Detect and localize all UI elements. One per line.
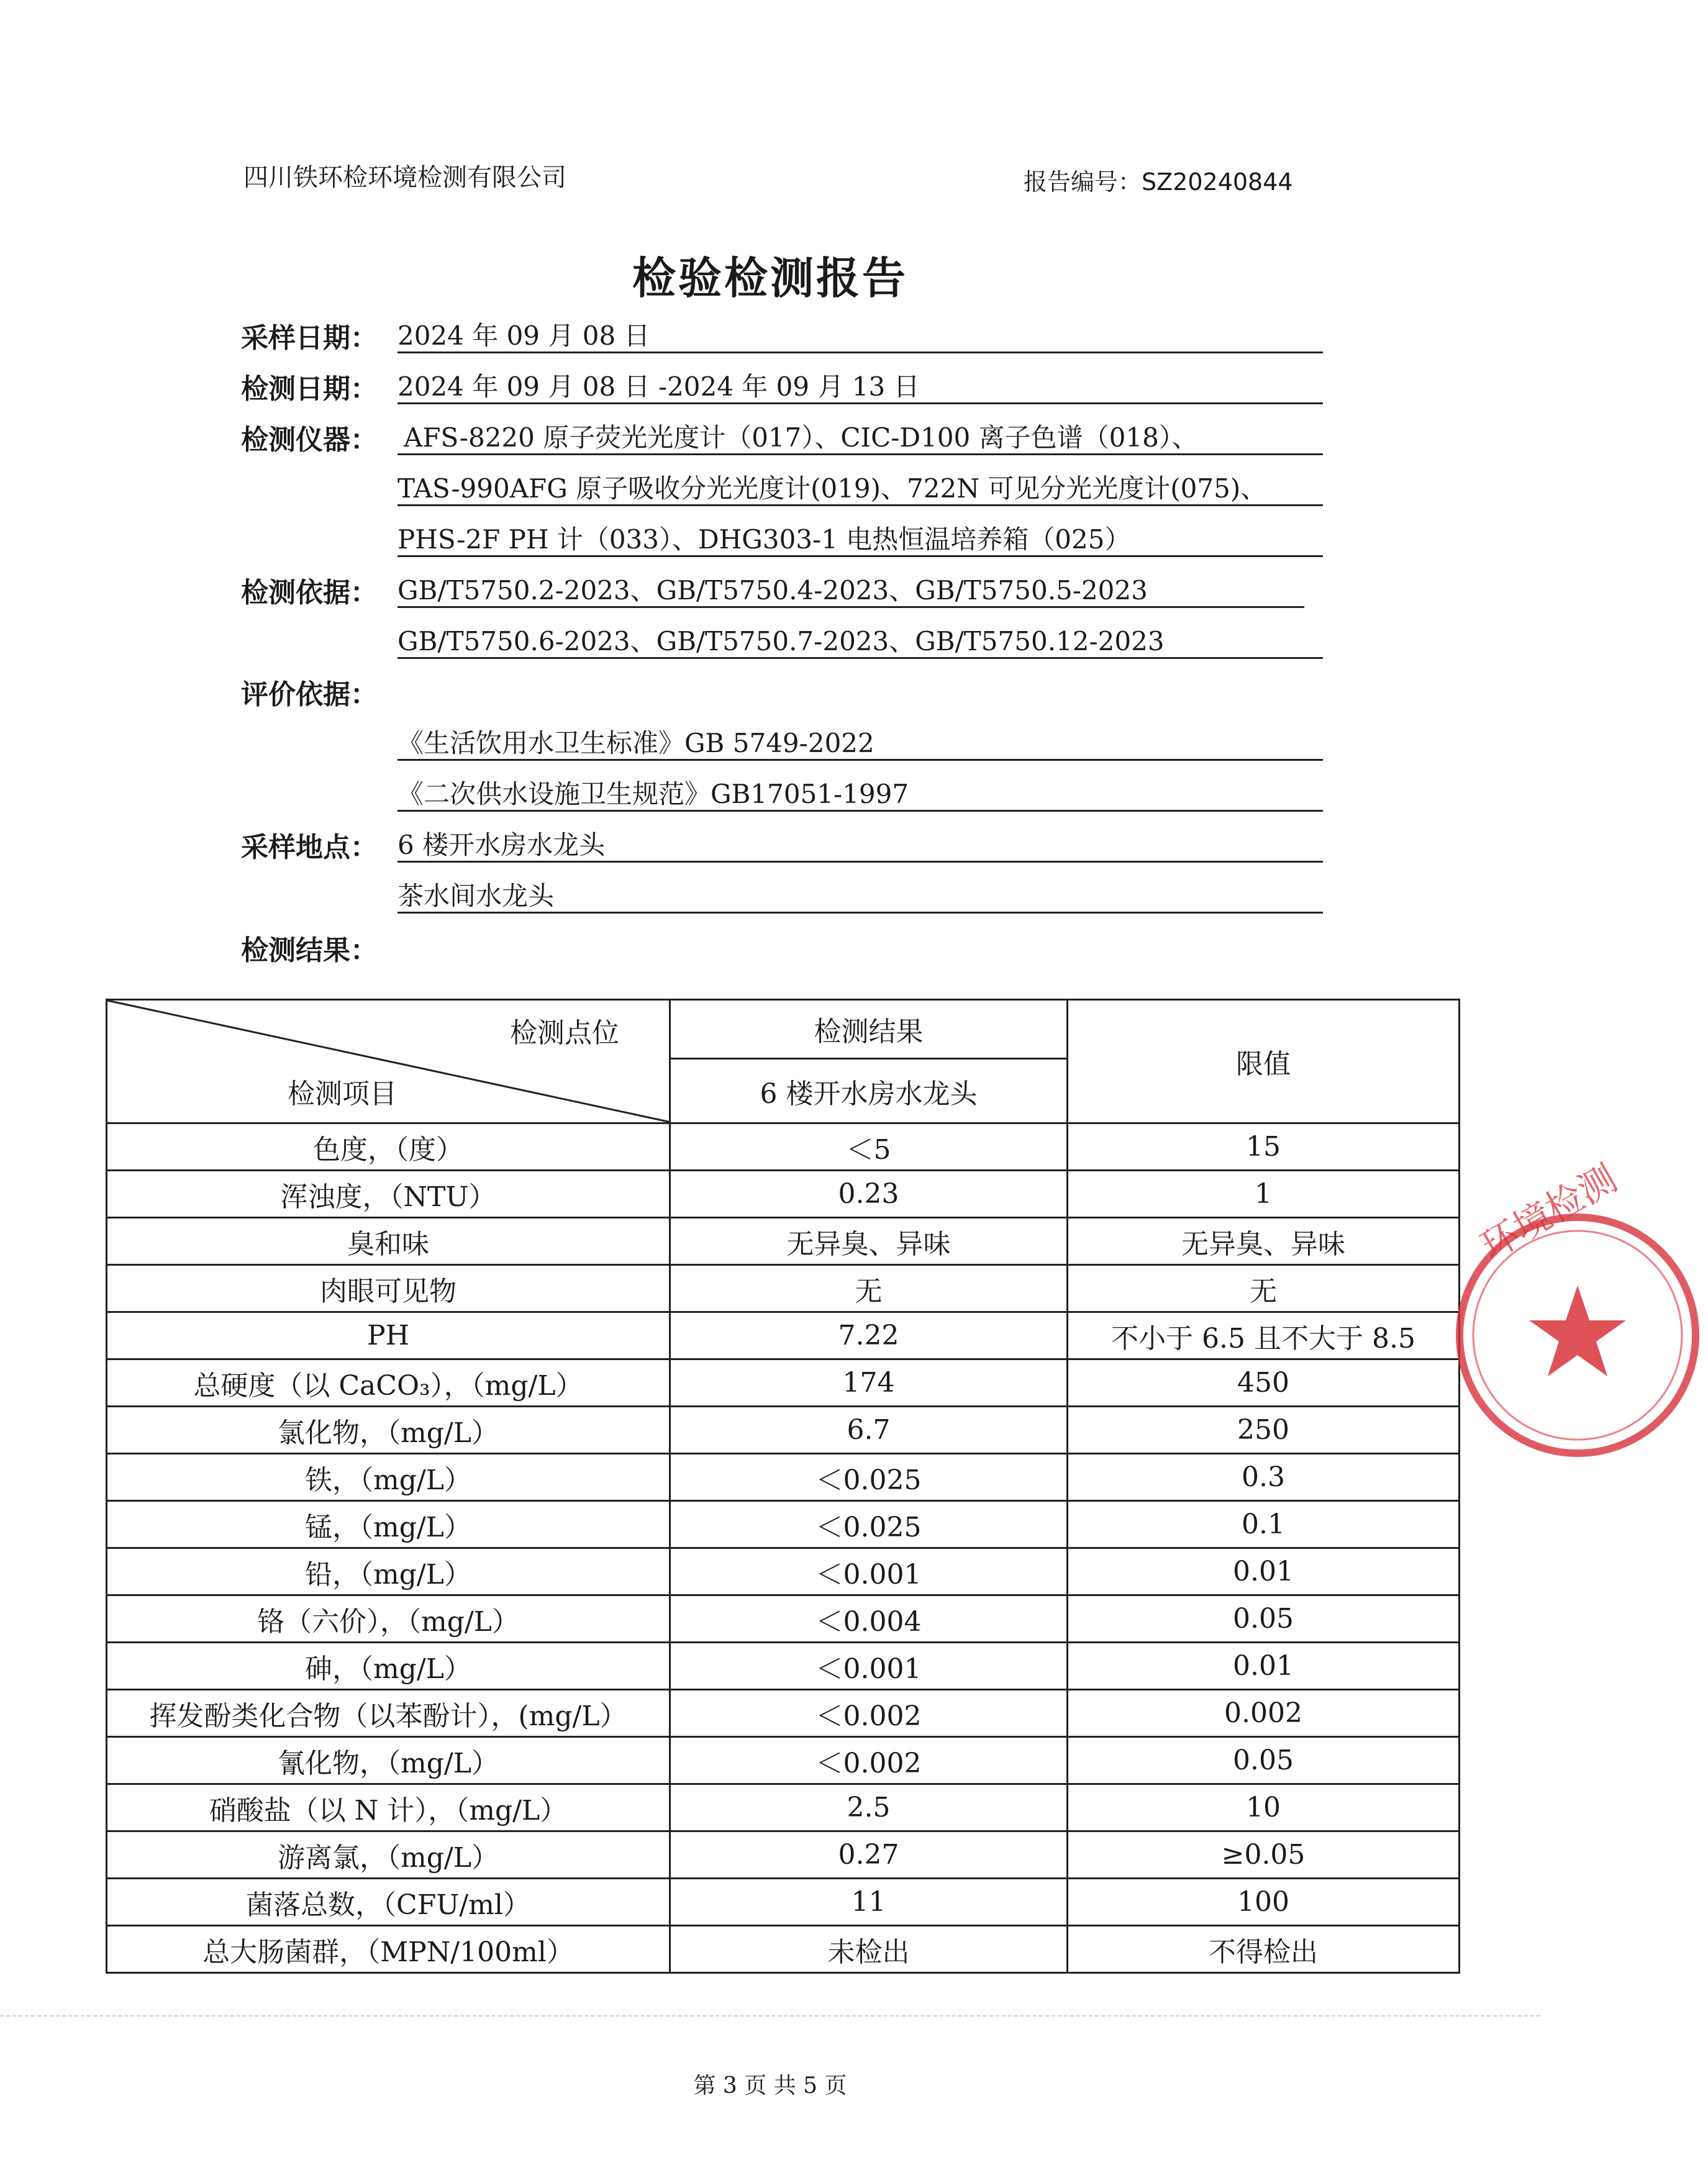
cell-result: ＜0.004 [670,1595,1068,1643]
cell-item: 游离氯，（mg/L） [107,1831,670,1879]
cell-limit: 0.05 [1068,1737,1460,1784]
sampling-date-label: 采样日期： [241,322,378,354]
cell-limit: 15 [1068,1123,1460,1171]
table-row [107,1501,1460,1548]
location-label: 采样地点： [241,832,378,863]
evaluation-line: 《二次供水设施卫生规范》GB17051-1997 [397,779,909,809]
cell-limit: 不得检出 [1068,1926,1460,1973]
cell-result: 174 [670,1359,1068,1407]
cell-result: ＜0.002 [670,1737,1068,1784]
report-number [1024,163,1293,197]
table-row [107,1926,1460,1973]
cell-item: 菌落总数，（CFU/ml） [107,1879,670,1926]
report-number-value: SZ20240844 [1142,168,1293,196]
official-seal-stamp [1447,1156,1708,1466]
cell-item: 总硬度（以 CaCO₃），（mg/L） [107,1359,670,1407]
cell-result: ＜0.025 [670,1501,1068,1548]
sampling-date-value: 2024 年 09 月 08 日 [397,320,650,351]
cell-result: 无 [670,1265,1068,1312]
cell-limit: ≥0.05 [1068,1831,1460,1879]
cell-item: 氯化物，（mg/L） [107,1407,670,1454]
cell-item: PH [107,1312,670,1359]
company-name: 四川铁环检环境检测有限公司 [243,163,566,192]
test-date-value: 2024 年 09 月 08 日 -2024 年 09 月 13 日 [397,371,920,402]
cell-item: 铁，（mg/L） [107,1454,670,1501]
report-number-label: 报告编号： [1024,168,1142,196]
cell-limit: 0.002 [1068,1690,1460,1737]
underline [397,402,1323,404]
cell-limit: 0.01 [1068,1643,1460,1690]
basis-label: 检测依据： [241,577,378,609]
table-row [107,1265,1460,1312]
limit-header: 限值 [1068,1000,1460,1123]
table-body [107,1123,1460,1973]
cell-result: 无异臭、异味 [670,1218,1068,1265]
svg-text:环境检测: 环境检测 [1473,1156,1625,1269]
instrument-line: TAS-990AFG 原子吸收分光光度计(019)、722N 可见分光光度计(075)、 [397,473,1267,504]
basis-line: GB/T5750.2-2023、GB/T5750.4-2023、GB/T5750.5-2023 [397,575,1148,606]
cell-limit: 0.05 [1068,1595,1460,1643]
results-table [106,999,1460,1974]
evaluation-label: 评价依据： [241,679,378,710]
cell-result: 6.7 [670,1407,1068,1454]
cell-item: 浑浊度，（NTU） [107,1171,670,1218]
location-line: 茶水间水龙头 [397,881,555,911]
table-row [107,1359,1460,1407]
underline [397,504,1323,506]
underline [397,606,1304,608]
cell-item: 挥发酚类化合物（以苯酚计），(mg/L） [107,1690,670,1737]
table-row [107,1831,1460,1879]
cell-limit: 1 [1068,1171,1460,1218]
corner-point-label: 检测点位 [510,1017,619,1049]
cell-limit: 0.01 [1068,1548,1460,1595]
results-label: 检测结果： [241,935,378,966]
basis-line: GB/T5750.6-2023、GB/T5750.7-2023、GB/T5750.12-2023 [397,626,1165,656]
cell-item: 铬（六价），（mg/L） [107,1595,670,1643]
underline [397,453,1323,455]
cell-result: ＜0.001 [670,1548,1068,1595]
page-edge-line [0,2015,1540,2017]
cell-item: 氰化物，（mg/L） [107,1737,670,1784]
location-line: 6 楼开水房水龙头 [397,830,606,860]
table-row [107,1643,1460,1690]
cell-result: 11 [670,1879,1068,1926]
table-row [107,1218,1460,1265]
underline [397,352,1323,353]
cell-limit: 无 [1068,1265,1460,1312]
table-row [107,1784,1460,1831]
cell-item: 总大肠菌群，（MPN/100ml） [107,1926,670,1973]
cell-result: 0.27 [670,1831,1068,1879]
instrument-line: AFS-8220 原子荧光光度计（017）、CIC-D100 离子色谱（018）、 [404,422,1198,453]
table-header-row [107,1000,1460,1059]
table-row [107,1454,1460,1501]
table-row [107,1690,1460,1737]
cell-item: 锰，（mg/L） [107,1501,670,1548]
cell-result: ＜5 [670,1123,1068,1171]
table-row [107,1312,1460,1359]
table-row [107,1879,1460,1926]
instruments-label: 检测仪器： [241,424,378,456]
table-row [107,1407,1460,1454]
table-row [107,1548,1460,1595]
cell-limit: 450 [1068,1359,1460,1407]
underline [397,912,1323,914]
page-footer: 第 3 页 共 5 页 [693,2073,847,2099]
corner-item-label: 检测项目 [288,1078,397,1110]
underline [397,657,1323,659]
instrument-line: PHS-2F PH 计（033）、DHG303-1 电热恒温培养箱（025） [397,524,1131,555]
cell-limit: 250 [1068,1407,1460,1454]
underline [397,759,1323,761]
table-row [107,1737,1460,1784]
cell-result: 未检出 [670,1926,1068,1973]
cell-limit: 0.1 [1068,1501,1460,1548]
evaluation-line: 《生活饮用水卫生标准》GB 5749-2022 [397,728,874,758]
cell-item: 硝酸盐（以 N 计），（mg/L） [107,1784,670,1831]
underline [397,810,1323,812]
corner-cell [107,1000,670,1123]
table-row [107,1123,1460,1171]
cell-item: 肉眼可见物 [107,1265,670,1312]
result-header: 检测结果 [670,1000,1068,1059]
cell-limit: 无异臭、异味 [1068,1218,1460,1265]
underline [397,861,1323,863]
cell-result: 2.5 [670,1784,1068,1831]
page-title: 检验检测报告 [632,253,908,304]
cell-result: ＜0.002 [670,1690,1068,1737]
cell-item: 铅，（mg/L） [107,1548,670,1595]
cell-limit: 0.3 [1068,1454,1460,1501]
cell-item: 色度，（度） [107,1123,670,1171]
underline [397,555,1323,557]
cell-limit: 不小于 6.5 且不大于 8.5 [1068,1312,1460,1359]
cell-item: 臭和味 [107,1218,670,1265]
cell-result: ＜0.001 [670,1643,1068,1690]
cell-result: 0.23 [670,1171,1068,1218]
cell-result: 7.22 [670,1312,1068,1359]
table-row [107,1595,1460,1643]
cell-limit: 100 [1068,1879,1460,1926]
cell-limit: 10 [1068,1784,1460,1831]
cell-result: ＜0.025 [670,1454,1068,1501]
test-date-label: 检测日期： [241,373,378,405]
point-name-header: 6 楼开水房水龙头 [670,1059,1068,1123]
table-row [107,1171,1460,1218]
cell-item: 砷，（mg/L） [107,1643,670,1690]
